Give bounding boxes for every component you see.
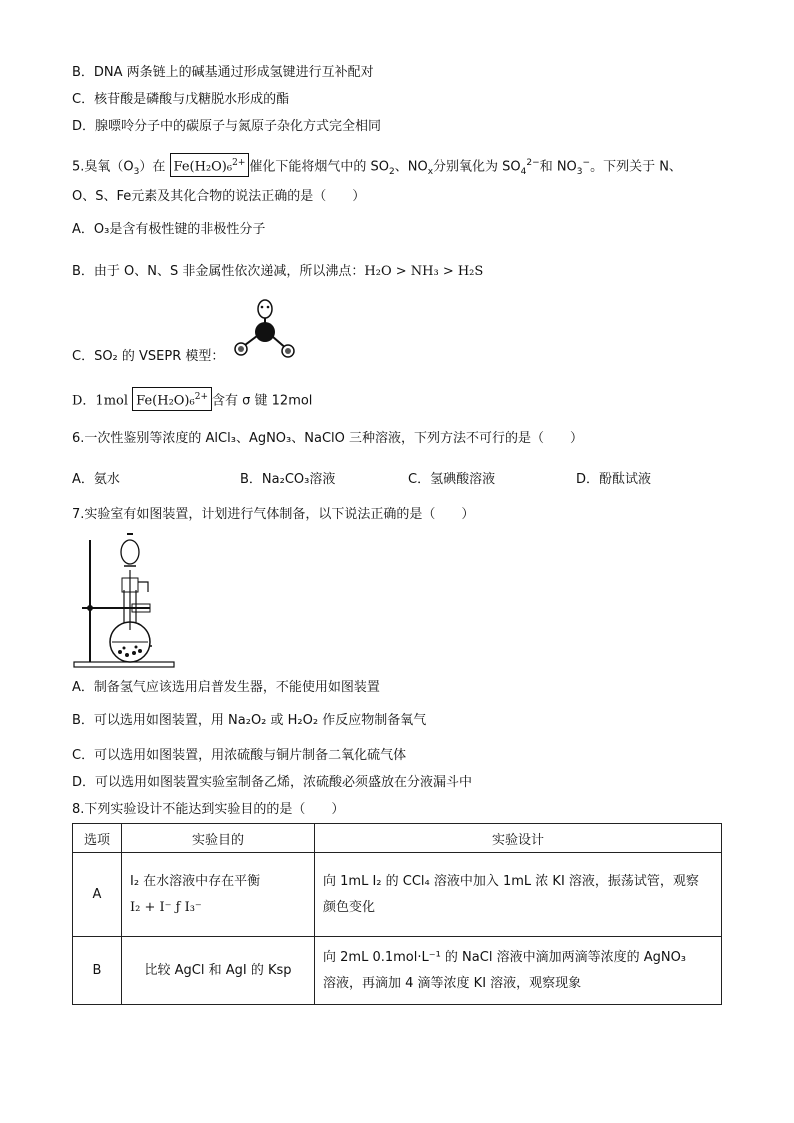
q5-stem-e: 分别氧化为 SO [433,159,521,175]
q5-option-b-text: B．由于 O、N、S 非金属性依次递减，所以沸点： [72,264,365,279]
q5-complex-charge: 2+ [232,158,246,168]
q8-stem: 8.下列实验设计不能达到实验目的的是（ ） [72,802,345,817]
q6-option-b: B．Na₂CO₃溶液 [240,472,336,487]
row-a-purpose-equation: I₂ + I⁻ ƒ I₃⁻ [130,899,202,915]
q4-option-b: B．DNA 两条链上的碱基通过形成氢键进行互补配对 [72,65,374,80]
q5-complex-formula: Fe(H₂O)₆ [173,159,233,175]
q5-option-b-formula: H₂O > NH₃ > H₂S [364,264,484,279]
q7-option-c: C．可以选用如图装置，用浓硫酸与铜片制备二氧化硫气体 [72,748,407,763]
row-b-design-line1: 向 2mL 0.1mol·L⁻¹ 的 NaCl 溶液中滴加两滴等浓度的 AgNO₃ [323,949,687,965]
q5-option-d-complex-charge: 2+ [194,392,209,402]
q5-option-c: C．SO₂ 的 VSEPR 模型： [72,349,225,364]
row-b-design-line2: 溶液，再滴加 4 滴等浓度 KI 溶液，观察现象 [323,975,582,991]
q5-option-d-text-b: 含有 σ 键 12mol [212,393,313,409]
q5-option-a: A．O₃是含有极性键的非极性分子 [72,222,266,237]
table-row [73,937,722,1005]
q5-option-b [72,263,483,281]
row-a-purpose [122,853,315,937]
row-a-design [315,853,722,937]
row-a-option: A [73,853,122,937]
q7-option-d: D．可以选用如图装置实验室制备乙烯，浓硫酸必须盛放在分液漏斗中 [72,775,473,790]
col-header-purpose: 实验目的 [122,824,315,853]
table-header-row [73,824,722,853]
so2-vsepr-model-image [228,298,300,364]
q4-option-d: D．腺嘌呤分子中的碳原子与氮原子杂化方式完全相同 [72,119,382,134]
gas-generator-apparatus-image [72,530,182,672]
q6-option-d: D．酚酞试液 [576,472,652,487]
q8-table [72,823,722,1005]
q4-option-c: C．核苷酸是磷酸与戊糖脱水形成的酯 [72,92,290,107]
q6-option-a: A．氨水 [72,472,120,487]
row-a-purpose-line1: I₂ 在水溶液中存在平衡 [130,873,261,889]
q5-stem-line2: O、S、Fe元素及其化合物的说法正确的是（ ） [72,189,366,204]
q5-stem-line1: 5.臭氧$(O_3)$在 Fe(H₂O)₆$^{2+}$ 催化下能将烟气中的 $SO_2$、$NO_x$分别氧化为 $SO_4^{2-}$和 $NO_3^-$。下列关于 N、 [72,153,682,181]
q5-stem-g: 。下列关于 N、 [590,159,682,175]
row-a-design-line2: 颜色变化 [323,899,376,915]
row-b-purpose: 比较 AgCl 和 AgI 的 Ksp [122,937,315,1005]
q5-complex [170,153,250,177]
q5-stem-c: 催化下能将烟气中的 SO [249,159,390,175]
col-header-option: 选项 [73,824,122,853]
row-a-design-line1: 向 1mL I₂ 的 CCl₄ 溶液中加入 1mL 浓 KI 溶液，振荡试管，观察 [323,873,699,889]
q6-option-c: C．氢碘酸溶液 [408,472,496,487]
q7-option-b: B．可以选用如图装置，用 Na₂O₂ 或 H₂O₂ 作反应物制备氧气 [72,713,427,728]
q6-stem: 6.一次性鉴别等浓度的 AlCl₃、AgNO₃、NaClO 三种溶液，下列方法不可行的是（ ） [72,431,583,446]
q5-stem-f: 和 NO [539,159,577,175]
q5-option-d-complex [132,387,212,411]
q7-stem: 7.实验室有如图装置，计划进行气体制备，以下说法正确的是（ ） [72,507,475,522]
row-b-option: B [73,937,122,1005]
table-row [73,853,722,937]
q5-stem-a: 5.臭氧（O [72,159,134,175]
q5-option-d [72,387,312,411]
q5-stem-d: 、NO [394,159,428,175]
q5-stem-b: ）在 [139,159,166,175]
row-b-design [315,937,722,1005]
q5-option-d-text-a: D．1mol [72,393,129,409]
q5-option-d-complex-formula: Fe(H₂O)₆ [136,393,195,409]
q7-option-a: A．制备氢气应该选用启普发生器，不能使用如图装置 [72,680,380,695]
col-header-design: 实验设计 [315,824,722,853]
